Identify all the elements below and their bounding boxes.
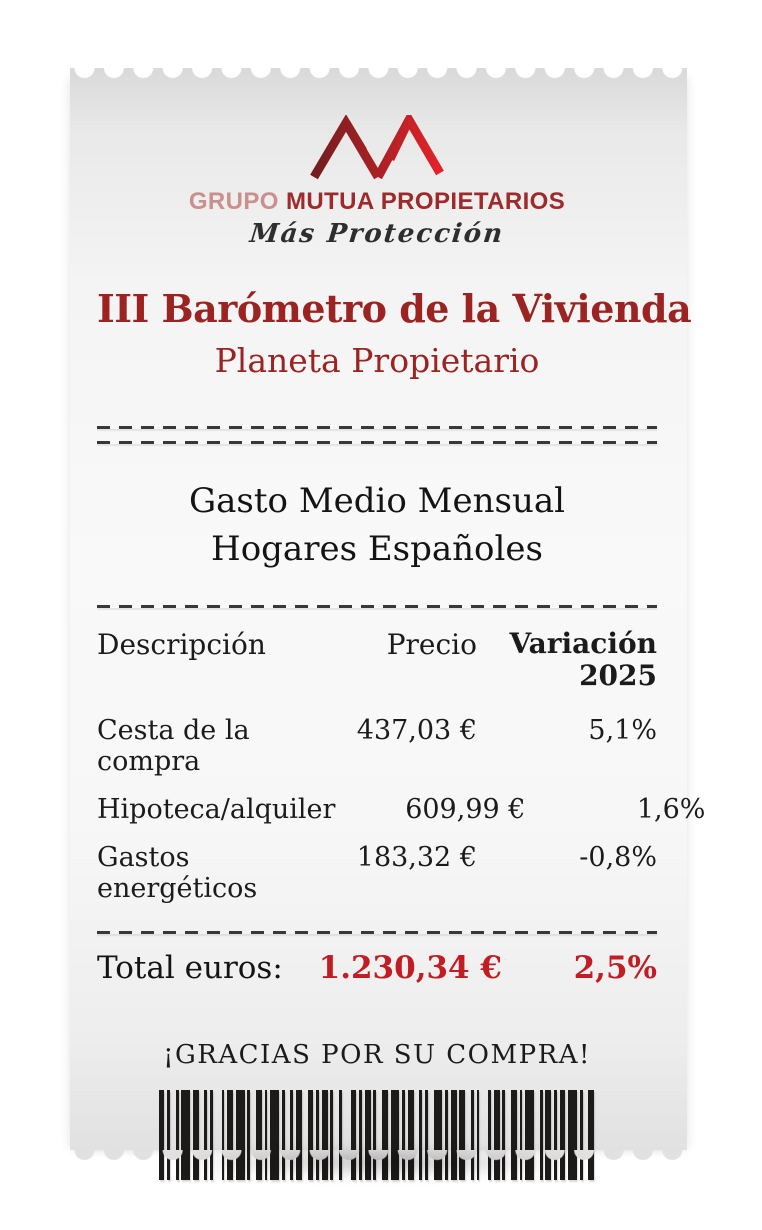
divider-dashed-above-total	[97, 931, 657, 934]
row-variation: -0,8%	[579, 841, 657, 873]
receipt-scalloped-top-edge	[70, 68, 687, 82]
table-row	[97, 715, 657, 777]
section-heading-line2: Hogares Españoles	[211, 528, 543, 569]
expenses-table	[97, 627, 706, 904]
brand-grupo-text: GRUPO	[188, 188, 279, 215]
brand-wordmark	[97, 188, 657, 216]
total-variation-value: 2,5%	[573, 949, 657, 986]
brand-name-text: MUTUA PROPIETARIOS	[285, 188, 566, 215]
table-header-row	[97, 628, 657, 692]
section-heading	[97, 478, 657, 573]
mutua-m-logo-icon	[308, 115, 446, 181]
table-row	[97, 793, 706, 825]
row-description: Gastos energéticos	[97, 841, 258, 904]
page-title: III Barómetro de la Vivienda	[97, 286, 692, 331]
total-row	[97, 950, 657, 986]
divider-double-dashed	[97, 426, 657, 444]
row-price: 183,32 €	[356, 841, 477, 873]
row-variation: 5,1%	[588, 714, 657, 746]
thanks-message: ¡GRACIAS POR SU COMPRA!	[163, 1039, 591, 1070]
column-header-price: Precio	[386, 628, 477, 662]
table-row	[97, 842, 657, 904]
column-header-variation: Variación 2025	[509, 627, 657, 693]
section-heading-line1: Gasto Medio Mensual	[189, 481, 565, 521]
table-rows	[97, 714, 706, 904]
page-subtitle: Planeta Propietario	[214, 341, 540, 380]
row-price: 609,99 €	[405, 793, 526, 825]
column-header-description: Descripción	[97, 628, 266, 662]
row-price: 437,03 €	[356, 714, 477, 746]
row-description: Cesta de la compra	[97, 714, 250, 777]
divider-dashed-top-of-table	[97, 605, 657, 608]
brand-logo	[97, 115, 657, 181]
receipt-drop-shadow	[82, 1152, 674, 1186]
brand-tagline: Más Protección	[248, 219, 506, 249]
row-variation: 1,6%	[636, 793, 706, 825]
total-label: Total euros:	[97, 949, 283, 986]
receipt-paper	[70, 68, 706, 1150]
total-price-value: 1.230,34 €	[318, 949, 502, 986]
row-description: Hipoteca/alquiler	[97, 793, 336, 825]
